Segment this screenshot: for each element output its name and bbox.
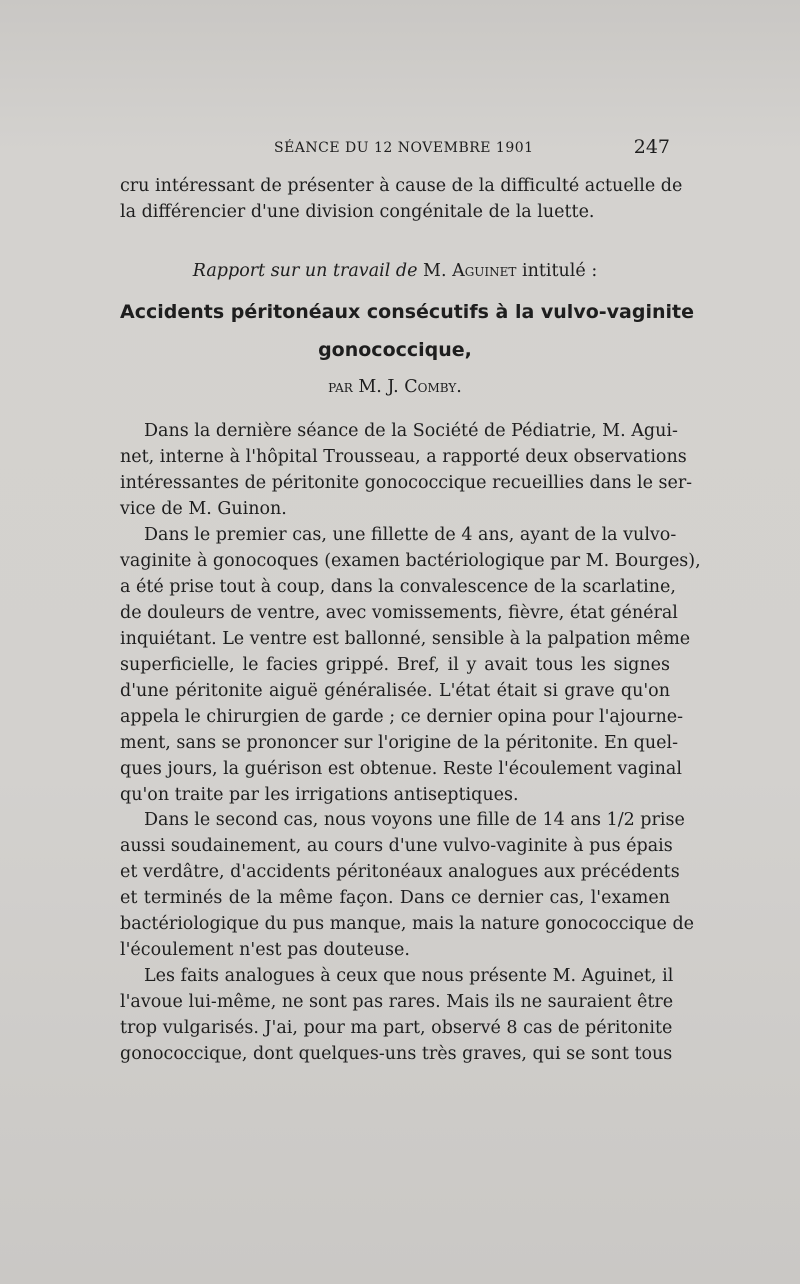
text-line: gonococcique, dont quelques-uns très graves, qui se sont tous xyxy=(120,1044,673,1064)
text-line: superficielle, le facies grippé. Bref, il y avait tous les signes xyxy=(120,655,670,675)
text-line: a été prise tout à coup, dans la convalescence de la scarlatine, xyxy=(120,577,676,597)
text-line: qu'on traite par les irrigations antiseptiques. xyxy=(120,785,519,805)
text-line: cru intéressant de présenter à cause de la difficulté actuelle de xyxy=(120,176,683,196)
running-title: SÉANCE DU 12 NOVEMBRE 1901 xyxy=(274,140,534,156)
text-line: de douleurs de ventre, avec vomissements, fièvre, état général xyxy=(120,603,678,623)
text-line: Dans la dernière séance de la Société de Pédiatrie, M. Agui- xyxy=(144,421,678,441)
text-line: ques jours, la guérison est obtenue. Reste l'écoulement vaginal xyxy=(120,759,682,779)
article-author: par M. J. Comby. xyxy=(328,377,462,397)
page-number: 247 xyxy=(633,136,670,158)
report-suffix: intitulé : xyxy=(522,261,598,281)
text-line: vaginite à gonocoques (examen bactériologique par M. Bourges), xyxy=(120,551,701,571)
text-line: d'une péritonite aiguë généralisée. L'état était si grave qu'on xyxy=(120,681,670,701)
text-line: vice de M. Guinon. xyxy=(120,499,287,519)
text-line: Dans le second cas, nous voyons une fille de 14 ans 1/2 prise xyxy=(144,810,685,830)
text-line: la différencier d'une division congénitale de la luette. xyxy=(120,202,595,222)
text-line: et terminés de la même façon. Dans ce dernier cas, l'examen xyxy=(120,888,670,908)
text-line: Dans le premier cas, une fillette de 4 ans, ayant de la vulvo- xyxy=(144,525,677,545)
report-person: M. Aguinet xyxy=(423,261,517,281)
text-line: ment, sans se prononcer sur l'origine de la péritonite. En quel- xyxy=(120,733,678,753)
text-line: bactériologique du pus manque, mais la nature gonococcique de xyxy=(120,914,695,934)
text-line: inquiétant. Le ventre est ballonné, sensible à la palpation même xyxy=(120,629,691,649)
text-line: Les faits analogues à ceux que nous présente M. Aguinet, il xyxy=(144,966,674,986)
text-line: trop vulgarisés. J'ai, pour ma part, observé 8 cas de péritonite xyxy=(120,1018,673,1038)
text-line: aussi soudainement, au cours d'une vulvo-vaginite à pus épais xyxy=(120,836,673,856)
text-line: et verdâtre, d'accidents péritonéaux analogues aux précédents xyxy=(120,862,680,882)
running-head xyxy=(120,136,670,160)
report-heading xyxy=(120,258,670,284)
text-line: l'écoulement n'est pas douteuse. xyxy=(120,940,410,960)
text-line: intéressantes de péritonite gonococcique recueillies dans le ser- xyxy=(120,473,693,493)
text-line: appela le chirurgien de garde ; ce dernier opina pour l'ajourne- xyxy=(120,707,683,727)
article-title-line-1: Accidents péritonéaux consécutifs à la vulvo-vaginite xyxy=(120,301,694,323)
text-line: l'avoue lui-même, ne sont pas rares. Mais ils ne sauraient être xyxy=(120,992,674,1012)
report-prefix: Rapport sur un travail de xyxy=(192,261,418,281)
article-title-line-2: gonococcique, xyxy=(318,339,472,361)
text-line: net, interne à l'hôpital Trousseau, a rapporté deux observations xyxy=(120,447,687,467)
